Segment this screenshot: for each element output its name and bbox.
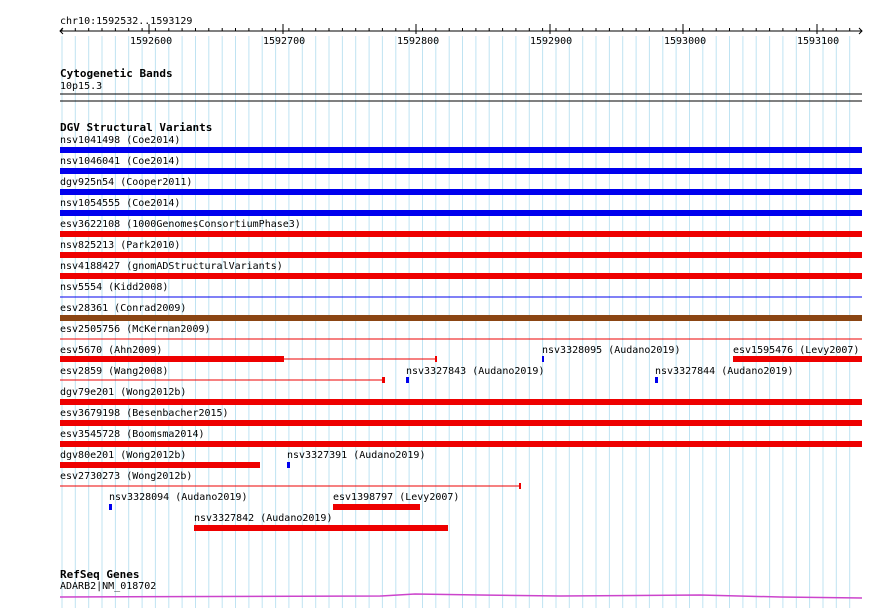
variant-feature[interactable]	[60, 387, 862, 405]
variant-bar[interactable]	[655, 377, 658, 383]
variant-feature[interactable]	[60, 198, 862, 216]
cytoband-track[interactable]	[60, 67, 862, 101]
variant-bar[interactable]	[60, 210, 862, 216]
variant-label: esv1398797 (Levy2007)	[333, 492, 460, 503]
variant-feature[interactable]	[733, 345, 862, 362]
variant-label: nsv3327844 (Audano2019)	[655, 366, 794, 377]
variant-label: nsv5554 (Kidd2008)	[60, 282, 169, 293]
variant-feature[interactable]	[60, 156, 862, 174]
tick-label: 1592900	[530, 36, 573, 47]
variant-feature[interactable]	[60, 324, 862, 339]
variant-bar[interactable]	[542, 356, 544, 362]
variant-label: nsv3327842 (Audano2019)	[194, 513, 333, 524]
variant-feature[interactable]	[60, 282, 862, 297]
tick-label: 1592700	[263, 36, 306, 47]
variant-bar[interactable]	[109, 504, 112, 510]
variant-bar[interactable]	[382, 377, 385, 383]
variant-bar[interactable]	[287, 462, 290, 468]
variant-feature[interactable]	[287, 450, 425, 468]
variant-label: esv2505756 (McKernan2009)	[60, 324, 211, 335]
variant-label: dgv80e201 (Wong2012b)	[60, 450, 187, 461]
variant-feature[interactable]	[333, 492, 459, 510]
variant-bar[interactable]	[406, 377, 409, 383]
variant-bar[interactable]	[60, 147, 862, 153]
variant-bar[interactable]	[60, 356, 284, 362]
variant-bar[interactable]	[60, 441, 862, 447]
variant-feature[interactable]	[60, 219, 862, 237]
variant-label: esv28361 (Conrad2009)	[60, 303, 187, 314]
variant-feature[interactable]	[60, 261, 862, 279]
variant-feature[interactable]	[60, 135, 862, 153]
variant-feature[interactable]	[60, 408, 862, 426]
variant-label: dgv79e201 (Wong2012b)	[60, 387, 187, 398]
variant-label: nsv1041498 (Coe2014)	[60, 135, 181, 146]
variant-bar[interactable]	[60, 315, 862, 321]
tick-label: 1592600	[130, 36, 173, 47]
variant-feature[interactable]	[60, 471, 520, 489]
variant-feature[interactable]	[60, 450, 260, 468]
variant-feature[interactable]	[109, 492, 247, 510]
dgv-track-title: DGV Structural Variants	[60, 121, 213, 134]
variant-label: nsv1046041 (Coe2014)	[60, 156, 181, 167]
variant-label: nsv825213 (Park2010)	[60, 240, 181, 251]
variant-label: dgv925n54 (Cooper2011)	[60, 177, 193, 188]
dgv-track[interactable]	[60, 121, 862, 531]
variant-feature[interactable]	[60, 240, 862, 258]
refseq-track[interactable]	[60, 568, 862, 598]
variant-label: esv2859 (Wang2008)	[60, 366, 169, 377]
variant-label: nsv3327391 (Audano2019)	[287, 450, 426, 461]
variant-bar[interactable]	[60, 231, 862, 237]
variant-label: nsv4188427 (gnomADStructuralVariants)	[60, 261, 283, 272]
variant-feature[interactable]	[542, 345, 680, 362]
variant-label: esv1595476 (Levy2007)	[733, 345, 860, 356]
variant-label: esv2730273 (Wong2012b)	[60, 471, 193, 482]
variant-bar[interactable]	[333, 504, 420, 510]
variant-label: esv3679198 (Besenbacher2015)	[60, 408, 229, 419]
cytoband-label: 10p15.3	[60, 81, 103, 92]
variant-label: esv5670 (Ahn2009)	[60, 345, 163, 356]
variant-feature[interactable]	[194, 513, 448, 531]
variant-bar[interactable]	[60, 189, 862, 195]
variant-label: nsv3327843 (Audano2019)	[406, 366, 545, 377]
tick-label: 1593100	[797, 36, 840, 47]
coordinate-label: chr10:1592532..1593129	[60, 16, 193, 27]
variant-bar[interactable]	[60, 252, 862, 258]
variant-feature[interactable]	[60, 345, 436, 362]
variant-feature[interactable]	[60, 303, 862, 321]
variant-label: esv3545728 (Boomsma2014)	[60, 429, 205, 440]
variant-bar[interactable]	[60, 168, 862, 174]
variant-feature[interactable]	[60, 429, 862, 447]
variant-bar[interactable]	[733, 356, 862, 362]
tick-label: 1593000	[664, 36, 707, 47]
refseq-track-title: RefSeq Genes	[60, 568, 140, 581]
variant-feature[interactable]	[60, 177, 862, 195]
gene-model[interactable]	[60, 594, 862, 598]
gene-label: ADARB2|NM_018702	[60, 581, 157, 592]
variant-bar[interactable]	[60, 462, 260, 468]
variant-label: nsv3328094 (Audano2019)	[109, 492, 248, 503]
tick-label: 1592800	[397, 36, 440, 47]
variant-bar[interactable]	[60, 273, 862, 279]
variant-feature[interactable]	[406, 366, 544, 383]
variant-label: nsv3328095 (Audano2019)	[542, 345, 681, 356]
ruler	[60, 16, 862, 47]
variant-bar[interactable]	[60, 420, 862, 426]
variant-label: esv3622108 (1000GenomesConsortiumPhase3)	[60, 219, 301, 230]
cytoband-track-title: Cytogenetic Bands	[60, 67, 173, 80]
variant-bar[interactable]	[60, 399, 862, 405]
variant-label: nsv1054555 (Coe2014)	[60, 198, 181, 209]
variant-bar[interactable]	[194, 525, 448, 531]
